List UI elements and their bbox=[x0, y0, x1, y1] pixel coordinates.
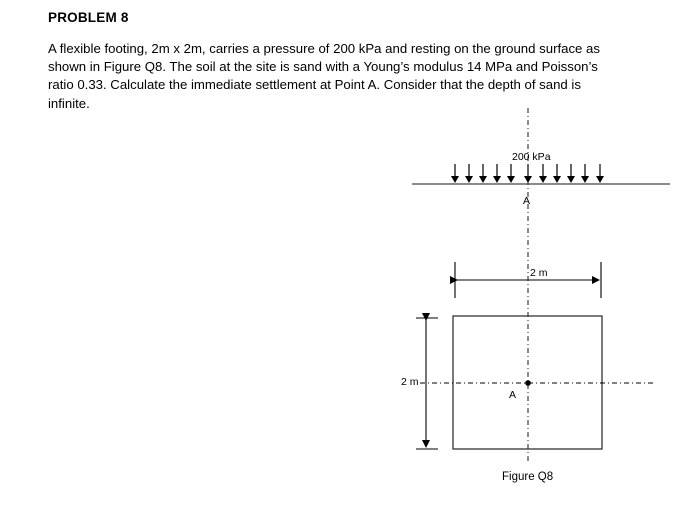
load-arrows bbox=[451, 164, 604, 183]
statement-line-3: ratio 0.33. Calculate the immediate settlement at Point A. Consider that the depth of sand is bbox=[48, 77, 581, 93]
load-arrow bbox=[451, 164, 459, 183]
statement-line-2: shown in Figure Q8. The soil at the site is sand with a Young’s modulus 14 MPa and Poisson’s bbox=[48, 59, 598, 75]
height-dimension bbox=[416, 318, 438, 449]
load-label: 200 kPa bbox=[512, 151, 551, 163]
height-label: 2 m bbox=[401, 376, 419, 388]
problem-title: PROBLEM 8 bbox=[48, 10, 129, 25]
load-arrow bbox=[553, 164, 561, 183]
statement-line-4: infinite. bbox=[48, 95, 90, 111]
load-arrow bbox=[479, 164, 487, 183]
point-a-marker bbox=[525, 380, 531, 386]
load-arrow bbox=[581, 164, 589, 183]
point-a-section-label: A bbox=[523, 195, 531, 207]
load-arrow bbox=[524, 164, 532, 183]
load-arrow bbox=[567, 164, 575, 183]
point-a-plan-label: A bbox=[509, 389, 517, 401]
width-label: 2 m bbox=[530, 267, 548, 279]
load-arrow bbox=[507, 164, 515, 183]
load-arrow bbox=[596, 164, 604, 183]
load-arrow bbox=[539, 164, 547, 183]
figure-caption: Figure Q8 bbox=[502, 471, 554, 483]
load-arrow bbox=[493, 164, 501, 183]
statement-line-1: A flexible footing, 2m x 2m, carries a pressure of 200 kPa and resting on the ground surface as bbox=[48, 41, 600, 56]
load-arrow bbox=[465, 164, 473, 183]
